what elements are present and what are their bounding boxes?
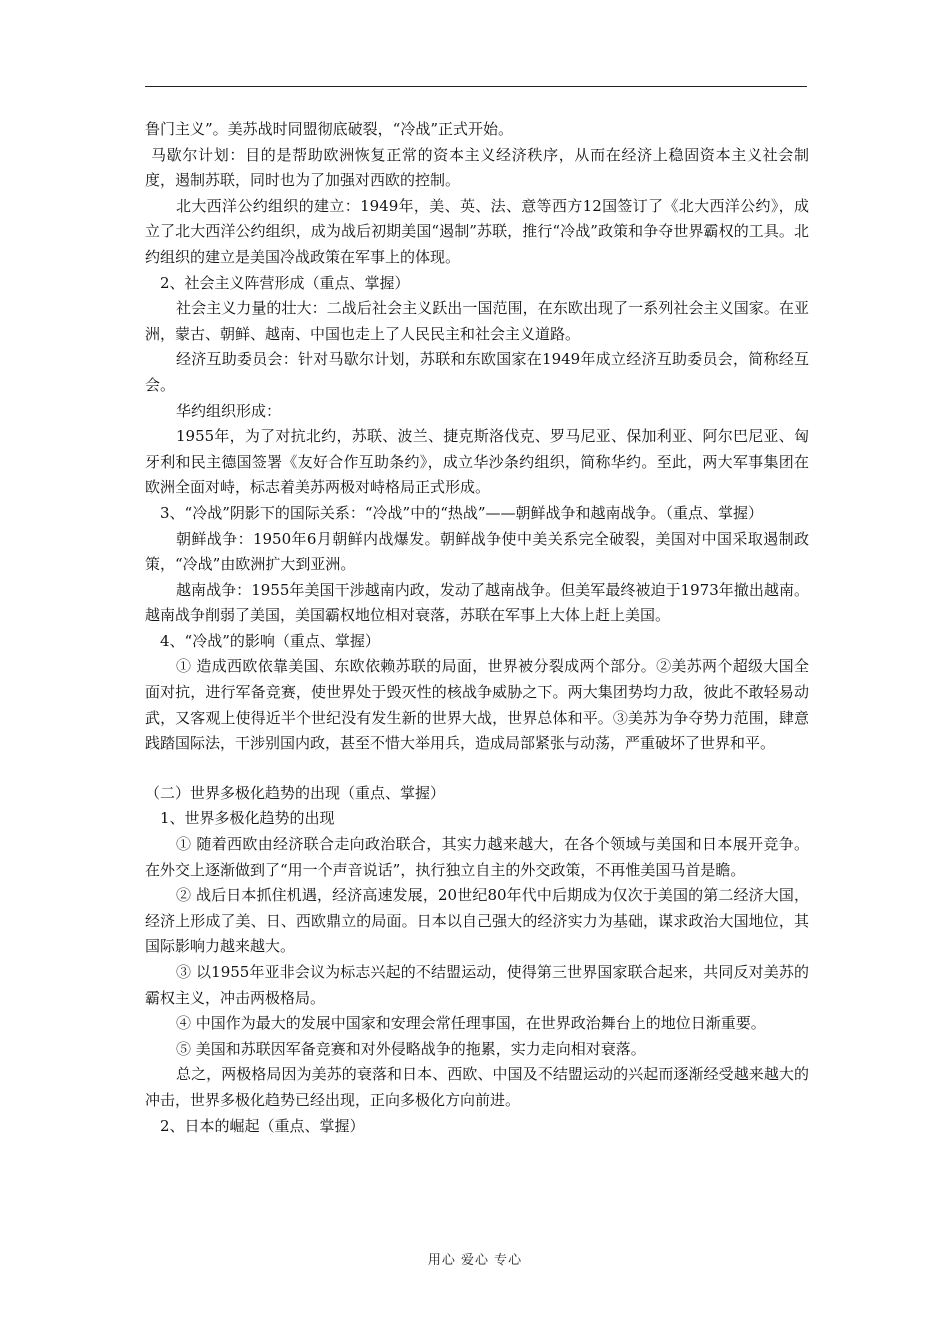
paragraph-nato: 北大西洋公约组织的建立：1949年，美、英、法、意等西方12国签订了《北大西洋公约》，成立了北大西洋公约组织，成为战后初期美国“遏制”苏联，推行“冷战”政策和争夺世界霸权的工具。北约组织的建立是美国冷战政策在军事上的体现。 xyxy=(145,196,809,266)
list-item: ⑤ 美国和苏联因军备竞赛和对外侵略战争的拖累，实力走向相对衰落。 xyxy=(176,1039,646,1058)
paragraph-marshall-plan: 马歇尔计划：目的是帮助欧洲恢复正常的资本主义经济秩序，从而在经济上稳固资本主义社会制度，遏制苏联，同时也为了加强对西欧的控制。 xyxy=(145,145,809,190)
chapter-heading: （二）世界多极化趋势的出现（重点、掌握） xyxy=(145,783,446,802)
section-heading: 4、“冷战”的影响（重点、掌握） xyxy=(160,631,380,650)
section-heading: 1、世界多极化趋势的出现 xyxy=(160,809,335,828)
section-heading: 3、“冷战”阴影下的国际关系：“冷战”中的“热战”——朝鲜战争和越南战争。（重点、掌握） xyxy=(160,503,764,522)
body-text xyxy=(145,117,809,1139)
paragraph: 鲁门主义”。美苏战时同盟彻底破裂，“冷战”正式开始。 xyxy=(145,120,514,138)
list-item: ③ 以1955年亚非会议为标志兴起的不结盟运动，使得第三世界国家联合起来，共同反对美苏的霸权主义，冲击两极格局。 xyxy=(145,963,809,1007)
page-footer: 用心 爱心 专心 xyxy=(427,1253,523,1268)
paragraph-warsaw-pact: 1955年，为了对抗北约，苏联、波兰、捷克斯洛伐克、罗马尼亚、保加利亚、阿尔巴尼亚、匈牙利和民主德国签署《友好合作互助条约》，成立华沙条约组织，简称华约。至此，两大军事集团在欧洲全面对峙，标志着美苏两极对峙格局正式形成。 xyxy=(145,427,809,497)
section-heading: 2、日本的崛起（重点、掌握） xyxy=(160,1116,365,1135)
header-rule xyxy=(145,86,807,87)
list-item: ① 随着西欧由经济联合走向政治联合，其实力越来越大，在各个领域与美国和日本展开竞争。在外交上逐渐做到了“用一个声音说话”，执行独立自主的外交政策，不再惟美国马首是瞻。 xyxy=(145,835,809,879)
paragraph-vietnam-war: 越南战争：1955年美国干涉越南内政，发动了越南战争。但美军最终被迫于1973年撤出越南。越南战争削弱了美国，美国霸权地位相对衰落，苏联在军事上大体上赶上美国。 xyxy=(145,580,809,625)
paragraph-korean-war: 朝鲜战争：1950年6月朝鲜内战爆发。朝鲜战争使中美关系完全破裂，美国对中国采取遏制政策，“冷战”由欧洲扩大到亚洲。 xyxy=(145,529,809,574)
paragraph: 社会主义力量的壮大：二战后社会主义跃出一国范围，在东欧出现了一系列社会主义国家。在亚洲，蒙古、朝鲜、越南、中国也走上了人民民主和社会主义道路。 xyxy=(145,299,809,343)
paragraph-cold-war-impact: ① 造成西欧依靠美国、东欧依赖苏联的局面，世界被分裂成两个部分。②美苏两个超级大国全面对抗，进行军备竞赛，使世界处于毁灭性的核战争威胁之下。两大集团势均力敌，彼此不敢轻易动武，又客观上使得近半个世纪没有发生新的世界大战，世界总体和平。③美苏为争夺势力范围，肆意践踏国际法，干涉别国内政，甚至不惜大举用兵，造成局部紧张与动荡，严重破坏了世界和平。 xyxy=(145,657,809,753)
list-item: ④ 中国作为最大的发展中国家和安理会常任理事国，在世界政治舞台上的地位日渐重要。 xyxy=(176,1014,766,1033)
section-heading: 2、社会主义阵营形成（重点、掌握） xyxy=(160,273,410,292)
list-item: ② 战后日本抓住机遇，经济高速发展，20世纪80年代中后期成为仅次于美国的第二经济大国，经济上形成了美、日、西欧鼎立的局面。日本以自己强大的经济实力为基础，谋求政治大国地位，其国际影响力越来越大。 xyxy=(145,886,809,956)
paragraph: 经济互助委员会：针对马歇尔计划，苏联和东欧国家在1949年成立经济互助委员会，简称经互会。 xyxy=(145,350,809,394)
paragraph-summary: 总之，两极格局因为美苏的衰落和日本、西欧、中国及不结盟运动的兴起而逐渐经受越来越大的冲击，世界多极化趋势已经出现，正向多极化方向前进。 xyxy=(145,1065,809,1109)
blank-line xyxy=(145,757,809,781)
paragraph: 华约组织形成： xyxy=(176,401,282,420)
